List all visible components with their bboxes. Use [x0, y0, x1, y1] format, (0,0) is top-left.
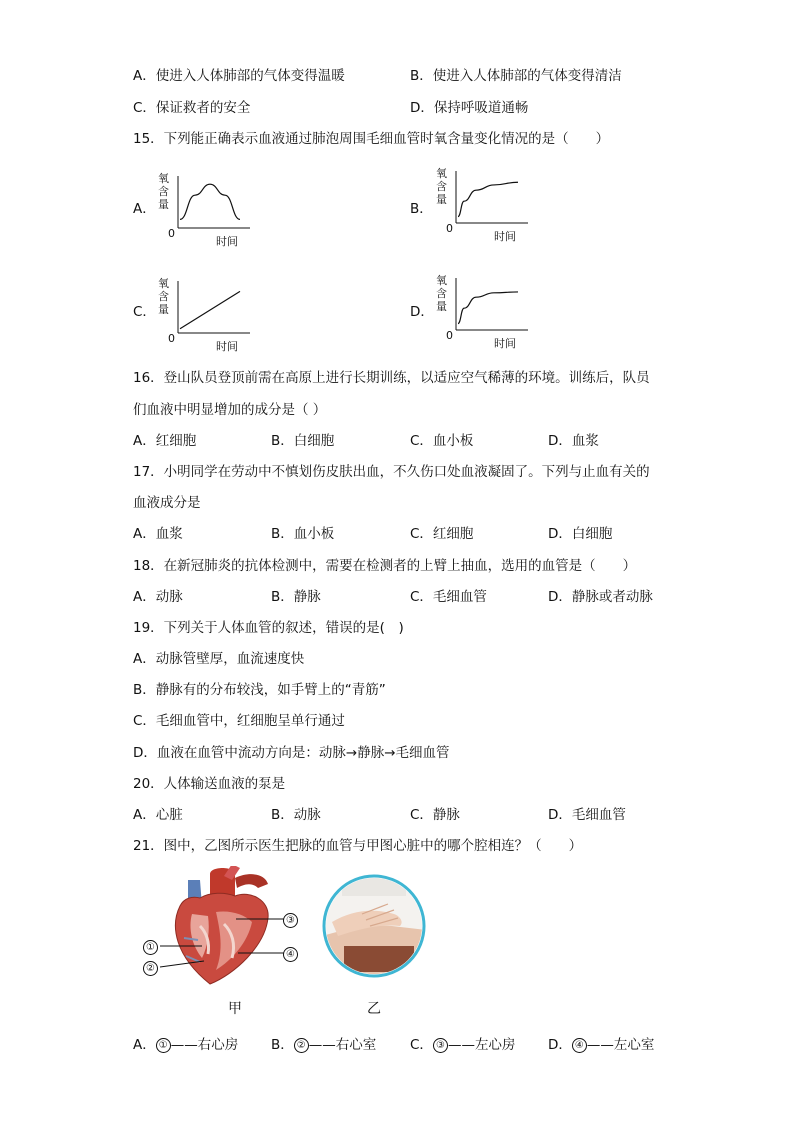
q21-stem: 21．图中，乙图所示医生把脉的血管与甲图心脏中的哪个腔相连？（ ） [133, 838, 583, 854]
q21-option-d-text: ——左心室 [586, 1037, 655, 1053]
q18-option-d: D．静脉或者动脉 [548, 589, 653, 605]
q14-option-c: C．保证救者的安全 [133, 100, 251, 116]
marker-4: ④ [283, 945, 298, 963]
q20-option-d: D．毛细血管 [548, 807, 626, 823]
q17-option-b: B．血小板 [271, 526, 335, 542]
q20-option-b: B．动脉 [271, 807, 321, 823]
graph-d [428, 272, 538, 350]
q14-option-a: A．使进入人体肺部的气体变得温暖 [133, 68, 345, 84]
x-axis-label: 时间 [494, 230, 516, 243]
q15-label-c: C． [133, 304, 156, 320]
y-axis-label-char: 氧 [158, 277, 169, 290]
q16-stem-line2: 们血液中明显增加的成分是（ ） [133, 402, 327, 418]
y-axis-label-char: 含 [436, 287, 447, 300]
q20-option-c: C．静脉 [410, 807, 460, 823]
y-axis-label-char: 量 [436, 300, 447, 313]
y-axis-label-char: 含 [158, 290, 169, 303]
q20-option-a: A．心脏 [133, 807, 183, 823]
pulse-figure [322, 874, 426, 978]
y-axis-label-char: 含 [158, 185, 169, 198]
y-axis-label-char: 含 [436, 180, 447, 193]
q18-option-c: C．毛细血管 [410, 589, 487, 605]
q21-option-d-letter: D． [548, 1037, 572, 1053]
y-axis-label-char: 量 [158, 198, 169, 211]
oxygen-curve [458, 182, 518, 216]
y-axis-label-char: 氧 [158, 172, 169, 185]
origin-label: 0 [446, 329, 453, 342]
q21-option-d-marker: ④ [572, 1038, 587, 1053]
q21-option-a-text: ——右心房 [170, 1037, 239, 1053]
marker-1: ① [143, 938, 158, 956]
x-axis-label: 时间 [216, 340, 238, 353]
q19-option-c: C．毛细血管中，红细胞呈单行通过 [133, 713, 345, 729]
q21-option-b-marker: ② [294, 1038, 309, 1053]
graph-b [428, 165, 538, 243]
q14-option-b: B．使进入人体肺部的气体变得清洁 [410, 68, 622, 84]
x-axis-label: 时间 [494, 337, 516, 350]
origin-label: 0 [168, 332, 175, 345]
q21-option-d [548, 1036, 654, 1054]
q15-label-d: D． [410, 304, 434, 320]
q21-option-a-letter: A． [133, 1037, 156, 1053]
q21-option-c-marker: ③ [433, 1038, 448, 1053]
origin-label: 0 [446, 222, 453, 235]
q21-option-c [410, 1036, 515, 1054]
y-axis-label-char: 氧 [436, 274, 447, 287]
q18-option-b: B．静脉 [271, 589, 321, 605]
q17-option-a: A．血浆 [133, 526, 183, 542]
q15-label-b: B． [410, 201, 433, 217]
q16-option-a: A．红细胞 [133, 433, 197, 449]
q21-option-a [133, 1036, 238, 1054]
y-axis-label-char: 氧 [436, 167, 447, 180]
figure-label-jia: 甲 [228, 1001, 242, 1017]
y-axis-label-char: 量 [436, 193, 447, 206]
q19-stem: 19．下列关于人体血管的叙述，错误的是( ) [133, 620, 404, 636]
q17-stem-line1: 17．小明同学在劳动中不慎划伤皮肤出血，不久伤口处血液凝固了。下列与止血有关的 [133, 464, 650, 480]
q18-option-a: A．动脉 [133, 589, 183, 605]
q16-option-b: B．白细胞 [271, 433, 335, 449]
q16-option-d: D．血浆 [548, 433, 599, 449]
q14-option-d: D．保持呼吸道通畅 [410, 100, 529, 116]
q18-stem: 18．在新冠肺炎的抗体检测中，需要在检测者的上臂上抽血，选用的血管是（ ） [133, 558, 637, 574]
q15-stem: 15．下列能正确表示血液通过肺泡周围毛细血管时氧含量变化情况的是（ ） [133, 131, 610, 147]
q17-option-d: D．白细胞 [548, 526, 613, 542]
y-axis-label-char: 量 [158, 303, 169, 316]
figure-label-yi: 乙 [367, 1001, 381, 1017]
q21-option-a-marker: ① [156, 1038, 171, 1053]
q15-label-a: A． [133, 201, 156, 217]
oxygen-curve [458, 292, 518, 324]
marker-3: ③ [283, 911, 298, 929]
q20-stem: 20．人体输送血液的泵是 [133, 776, 286, 792]
q19-option-d: D．血液在血管中流动方向是：动脉→静脉→毛细血管 [133, 745, 450, 761]
q21-option-b-text: ——右心室 [308, 1037, 377, 1053]
x-axis-label: 时间 [216, 235, 238, 248]
q19-option-b: B．静脉有的分布较浅，如手臂上的“青筋” [133, 682, 386, 698]
q21-option-c-text: ——左心房 [447, 1037, 516, 1053]
q16-option-c: C．血小板 [410, 433, 474, 449]
marker-2: ② [143, 959, 158, 977]
graph-c [150, 275, 260, 353]
q19-option-a: A．动脉管壁厚，血流速度快 [133, 651, 305, 667]
heart-figure [140, 866, 310, 996]
q21-option-b [271, 1036, 376, 1054]
q17-stem-line2: 血液成分是 [133, 495, 201, 511]
q16-stem-line1: 16．登山队员登顶前需在高原上进行长期训练，以适应空气稀薄的环境。训练后，队员 [133, 370, 650, 386]
origin-label: 0 [168, 227, 175, 240]
q17-option-c: C．红细胞 [410, 526, 474, 542]
oxygen-curve [180, 184, 240, 219]
q21-option-b-letter: B． [271, 1037, 294, 1053]
oxygen-curve [180, 291, 240, 328]
graph-a [150, 170, 260, 248]
q21-option-c-letter: C． [410, 1037, 433, 1053]
